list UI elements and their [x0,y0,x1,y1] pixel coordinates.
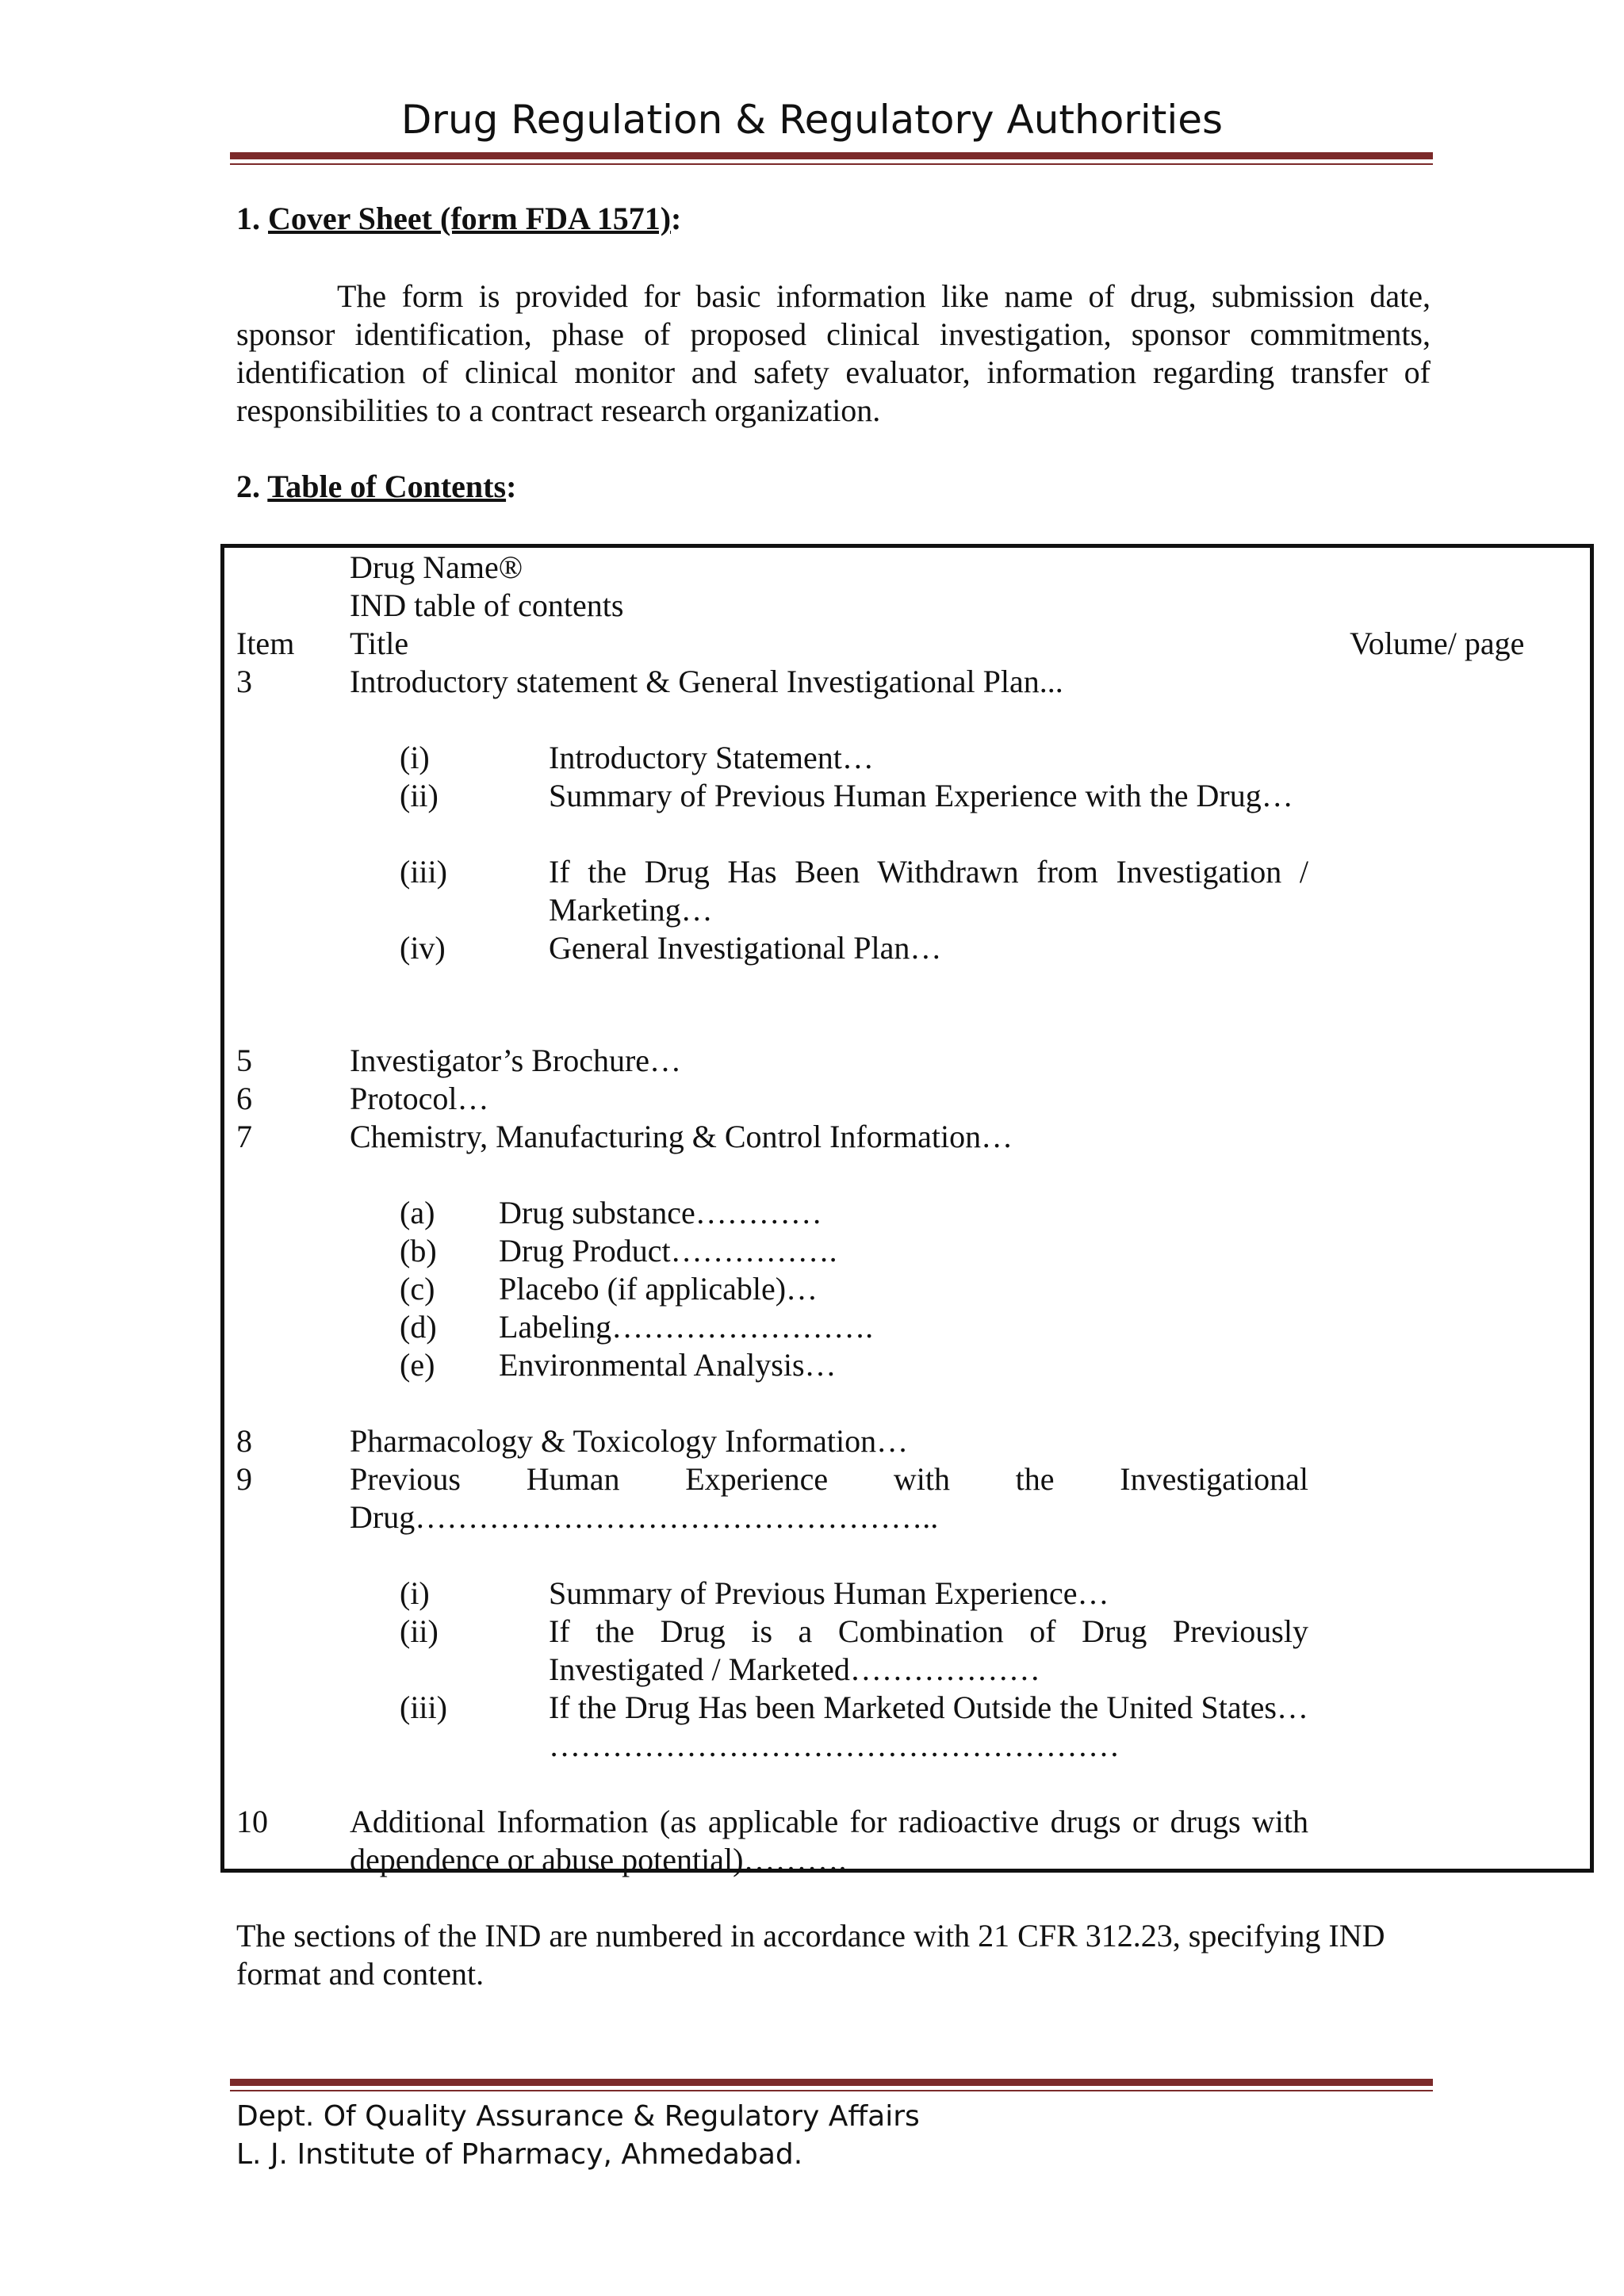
toc-col-title: Title [350,626,409,661]
footer [236,2098,920,2174]
toc-sub-label: (ii) [400,1613,439,1649]
section-1-title: Cover Sheet (form FDA 1571) [268,201,672,236]
toc-item-title: Additional Information (as applicable for radioactive drugs or drugs with dependence or abuse potential)………. [350,1804,1308,1877]
toc-sub-text: Drug Product……………. [499,1233,837,1269]
section-2-number: 2. [236,469,260,504]
toc-sub-text: If the Drug Has been Marketed Outside the United States… ……………………………………………… [549,1689,1308,1763]
section-2-heading [236,468,516,505]
toc-drug-name: Drug Name® [350,549,523,585]
toc-sub-label: (iii) [400,1689,447,1725]
toc-item-title: Previous Human Experience with the Investigational Drug………………………………………….. [350,1461,1308,1535]
footer-department: Dept. Of Quality Assurance & Regulatory Affairs [236,2100,920,2133]
toc-item-title: Pharmacology & Toxicology Information… [350,1423,909,1459]
toc-sub-label: (d) [400,1309,437,1345]
toc-item-title: Protocol… [350,1081,489,1116]
toc-sub-text: Introductory Statement… [549,740,874,775]
section-1-number: 1. [236,201,260,236]
footer-institute: L. J. Institute of Pharmacy, Ahmedabad. [236,2138,803,2171]
toc-sub-label: (c) [400,1271,435,1307]
toc-sub-text: Placebo (if applicable)… [499,1271,818,1307]
toc-sub-text: Drug substance………… [499,1195,822,1230]
toc-sub-label: (ii) [400,778,439,813]
toc-sub-label: (i) [400,1575,430,1611]
toc-item-title: Investigator’s Brochure… [350,1043,682,1078]
section-2-colon: : [506,469,517,504]
toc-sub-text: Environmental Analysis… [499,1347,837,1383]
toc-item-title: Introductory statement & General Investigational Plan... [350,664,1063,699]
toc-col-item: Item [236,626,295,661]
toc-item-number: 5 [236,1043,252,1078]
section-1-heading [236,200,681,237]
toc-item-number: 10 [236,1804,268,1839]
closing-paragraph: The sections of the IND are numbered in accordance with 21 CFR 312.23, specifying IND format and content. [236,1918,1385,1992]
toc-sub-text: If the Drug Has Been Withdrawn from Investigation / Marketing… [549,854,1308,928]
toc-item-title: Chemistry, Manufacturing & Control Information… [350,1119,1013,1154]
toc-sub-text: General Investigational Plan… [549,930,942,966]
section-1-colon: : [671,201,682,236]
toc-sub-text: If the Drug is a Combination of Drug Previously Investigated / Marketed……………… [549,1613,1308,1687]
toc-sub-label: (e) [400,1347,435,1383]
toc-item-number: 8 [236,1423,252,1459]
toc-sub-label: (iii) [400,854,447,890]
section-1-paragraph: The form is provided for basic information like name of drug, submission date, sponsor identification, phase of proposed clinical investigation, sponsor commitments, identification of clinical monitor and safety evaluator, information regarding transfer of responsibilities to a contract research organization. [236,278,1431,428]
toc-item-number: 6 [236,1081,252,1116]
header-divider [230,152,1433,165]
toc-item-number: 7 [236,1119,252,1154]
toc-sub-text: Labeling……………………. [499,1309,874,1345]
toc-col-volume: Volume/ page [1350,626,1525,661]
toc-sub-text: Summary of Previous Human Experience with the Drug… [549,778,1293,813]
toc-sub-label: (b) [400,1233,437,1269]
toc-sub-text: Summary of Previous Human Experience… [549,1575,1109,1611]
toc-sub-label: (iv) [400,930,446,966]
section-2-title: Table of Contents [267,469,507,504]
toc-sub-label: (i) [400,740,430,775]
toc-item-number: 9 [236,1461,252,1497]
toc-sub-label: (a) [400,1195,435,1230]
footer-divider [230,2079,1433,2091]
toc-subtitle: IND table of contents [350,587,624,623]
page-header-title: Drug Regulation & Regulatory Authorities [400,97,1224,143]
toc-item-number: 3 [236,664,252,699]
